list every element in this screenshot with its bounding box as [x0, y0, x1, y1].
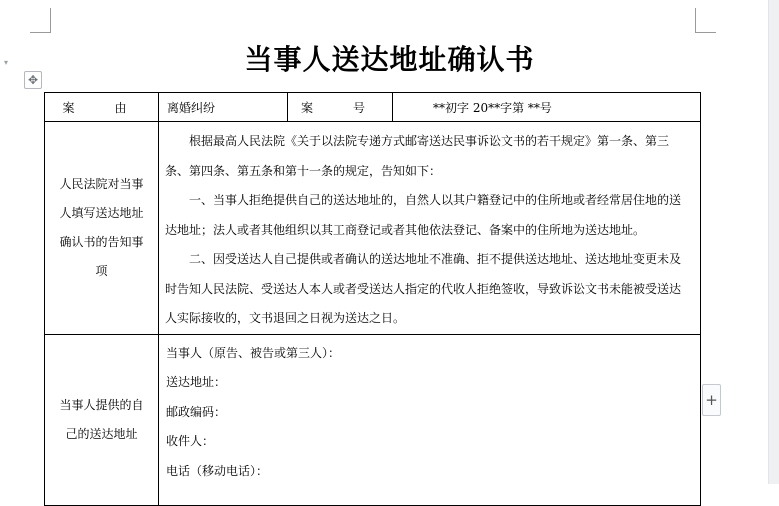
cause-value[interactable]: 离婚纠纷	[159, 93, 288, 122]
recipient-field[interactable]: 收件人：	[166, 434, 215, 448]
notice-paragraph-1: 根据最高人民法院《关于以法院专递方式邮寄送达民事诉讼文书的若干规定》第一条、第三条、第四条、第五条和第十一条的规定，告知如下：	[165, 134, 670, 178]
cause-label: 案 由	[45, 93, 159, 122]
party-field[interactable]: 当事人（原告、被告或第三人）：	[166, 345, 341, 360]
notice-paragraph-3: 二、因受送达人自己提供或者确认的送达地址不准确、拒不提供送达地址、送达地址变更未及时告知人民法院、受送达人本人或者受送达人指定的代收人拒绝签收，导致诉讼文书未能被受送达人实际接收的，文书退回之日视为送达之日。	[165, 252, 682, 325]
address-label: 当事人提供的自己的送达地址	[45, 334, 159, 505]
case-number-label: 案 号	[288, 93, 393, 122]
page-corner-mark-top-right	[695, 8, 716, 33]
page-corner-mark-top-left	[30, 8, 51, 33]
notice-label: 人民法院对当事人填写送达地址确认书的告知事项	[45, 122, 159, 335]
add-row-icon[interactable]: +	[702, 384, 721, 416]
table-row	[45, 93, 701, 122]
address-field[interactable]: 送达地址：	[166, 375, 227, 389]
notice-paragraph-2: 一、当事人拒绝提供自己的送达地址的，自然人以其户籍登记中的住所地或者经常居住地的送达地址；法人或者其他组织以其工商登记或者其他依法登记、备案中的住所地为送达地址。	[165, 193, 682, 237]
postcode-field[interactable]: 邮政编码：	[166, 404, 227, 419]
table-row	[45, 334, 701, 505]
table-move-handle-icon[interactable]: ✥	[24, 71, 42, 89]
address-fields[interactable]	[159, 334, 701, 505]
case-number-value[interactable]: **初字 20**字第 **号	[393, 93, 701, 122]
page-title: 当事人送达地址确认书	[244, 43, 535, 76]
chevron-down-icon[interactable]: ▾	[4, 58, 9, 67]
notice-content[interactable]	[159, 122, 701, 335]
vertical-scrollbar[interactable]	[768, 0, 779, 484]
phone-field[interactable]: 电话（移动电话）：	[166, 463, 269, 478]
address-confirmation-table	[44, 92, 701, 506]
table-row	[45, 122, 701, 335]
